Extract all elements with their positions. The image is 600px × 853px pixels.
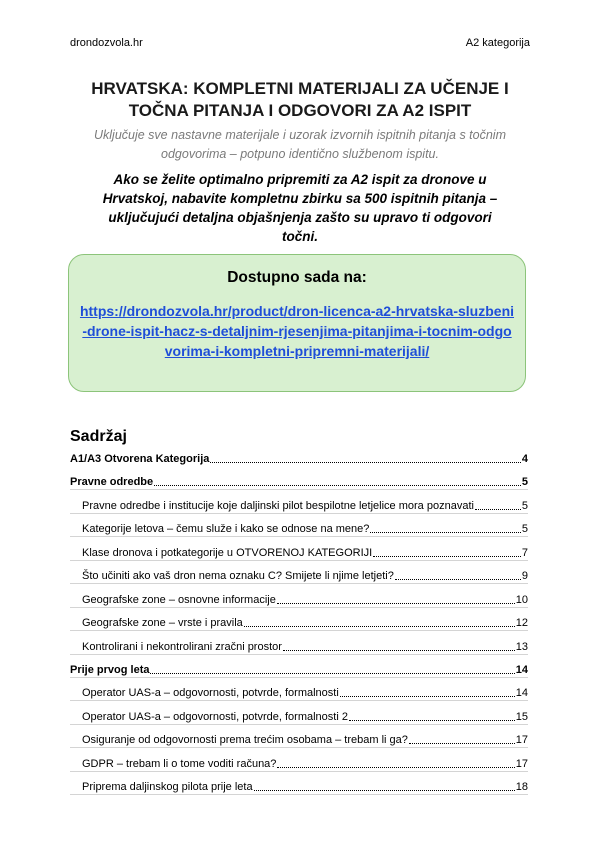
toc-subsection-entry[interactable]	[70, 748, 528, 772]
header-site: drondozvola.hr	[70, 37, 143, 49]
toc-entry-page: 12	[515, 617, 528, 629]
toc-dot-leader	[370, 532, 520, 533]
toc-dot-leader	[150, 673, 514, 674]
callout-line-2: Hrvatskoj, nabavite kompletnu zbirku sa 500 ispitnih pitanja –	[102, 191, 498, 206]
toc-subsection-entry[interactable]	[70, 490, 528, 514]
toc-subsection-entry[interactable]	[70, 631, 528, 655]
toc-dot-leader	[349, 720, 515, 721]
toc-entry-page: 14	[515, 687, 528, 699]
availability-heading: Dostupno sada na:	[227, 269, 367, 286]
toc-entry-title: Priprema daljinskog pilota prije leta	[82, 781, 253, 793]
toc-row-divider	[70, 794, 528, 795]
toc-dot-leader	[409, 743, 515, 744]
toc-subsection-entry[interactable]	[70, 725, 528, 749]
availability-box	[68, 254, 526, 392]
toc-subsection-entry[interactable]	[70, 584, 528, 608]
toc-subsection-entry[interactable]	[70, 608, 528, 632]
subtitle-line-1: Uključuje sve nastavne materijale i uzorak izvornih ispitnih pitanja s točnim	[94, 128, 506, 142]
toc-subsection-entry[interactable]	[70, 514, 528, 538]
toc-entry-page: 18	[515, 781, 528, 793]
header-category: A2 kategorija	[465, 37, 530, 49]
toc-dot-leader	[395, 579, 521, 580]
toc-entry-page: 15	[515, 710, 528, 723]
callout-line-3: uključujući detaljna objašnjenja zašto su upravo ti odgovori	[108, 210, 492, 225]
toc-dot-leader	[210, 462, 521, 463]
toc-entry-title: Pravne odredbe i institucije koje daljinski pilot bespilotne letjelice mora poznavati	[82, 499, 474, 512]
toc-dot-leader	[373, 556, 521, 557]
subtitle-line-2: odgovorima – potpuno identično službenom ispitu.	[161, 147, 439, 161]
toc-entry-title: GDPR – trebam li o tome voditi računa?	[82, 757, 277, 770]
toc-entry-title: Operator UAS-a – odgovornosti, potvrde, formalnosti	[82, 687, 339, 699]
page-header	[70, 37, 530, 49]
toc-entry-title: Operator UAS-a – odgovornosti, potvrde, formalnosti 2	[82, 710, 348, 723]
toc-entry-page: 7	[521, 546, 528, 559]
toc-entry-page: 13	[515, 640, 528, 653]
table-of-contents	[70, 450, 528, 795]
toc-dot-leader	[244, 626, 515, 627]
toc-dot-leader	[340, 696, 515, 697]
toc-entry-page: 17	[515, 734, 528, 746]
toc-subsection-entry[interactable]	[70, 772, 528, 796]
toc-subsection-entry[interactable]	[70, 678, 528, 702]
toc-subsection-entry[interactable]	[70, 701, 528, 725]
toc-section-entry[interactable]	[70, 450, 528, 467]
toc-entry-page: 14	[515, 663, 528, 676]
toc-section-entry[interactable]	[70, 655, 528, 678]
toc-entry-title: Što učiniti ako vaš dron nema oznaku C? Smijete li njime letjeti?	[82, 570, 394, 582]
toc-entry-title: Kategorije letova – čemu služe i kako se odnose na mene?	[82, 523, 370, 535]
toc-entry-title: Osiguranje od odgovornosti prema trećim osobama – trebam li ga?	[82, 734, 408, 746]
toc-entry-title: Klase dronova i potkategorije u OTVORENOJ KATEGORIJI	[82, 546, 373, 559]
toc-entry-title: A1/A3 Otvorena Kategorija	[70, 453, 210, 465]
toc-section-entry[interactable]	[70, 467, 528, 490]
toc-subsection-entry[interactable]	[70, 561, 528, 585]
toc-entry-page: 17	[515, 757, 528, 770]
toc-entry-page: 5	[521, 499, 528, 512]
toc-entry-page: 4	[521, 453, 528, 465]
toc-entry-title: Prije prvog leta	[70, 663, 150, 676]
toc-dot-leader	[154, 485, 521, 486]
toc-subsection-entry[interactable]	[70, 537, 528, 561]
toc-entry-title: Kontrolirani i nekontrolirani zračni prostor	[82, 640, 282, 653]
toc-entry-title: Geografske zone – osnovne informacije	[82, 593, 276, 606]
title-line-2: TOČNA PITANJA I ODGOVORI ZA A2 ISPIT	[128, 101, 472, 120]
toc-dot-leader	[283, 650, 515, 651]
toc-dot-leader	[277, 767, 514, 768]
toc-heading: Sadržaj	[70, 428, 127, 445]
toc-entry-page: 10	[515, 593, 528, 606]
toc-entry-title: Geografske zone – vrste i pravila	[82, 617, 243, 629]
toc-entry-title: Pravne odredbe	[70, 476, 154, 488]
document-title	[60, 78, 540, 122]
toc-entry-page: 5	[521, 476, 528, 488]
toc-dot-leader	[475, 509, 521, 510]
callout-line-1: Ako se želite optimalno pripremiti za A2 ispit za dronove u	[113, 172, 487, 187]
toc-entry-page: 5	[521, 523, 528, 535]
callout-line-4: točni.	[282, 229, 318, 244]
toc-dot-leader	[254, 790, 515, 791]
toc-dot-leader	[277, 603, 515, 604]
product-link[interactable]: https://drondozvola.hr/product/dron-licenca-a2-hrvatska-sluzbeni-drone-ispit-hacz-s-detaljnim-rjesenjima-pitanjima-i-tocnim-odgovorima-i-kompletni-pripremni-materijali/	[79, 303, 515, 359]
callout-text	[70, 170, 530, 246]
toc-entry-page: 9	[521, 570, 528, 582]
title-line-1: HRVATSKA: KOMPLETNI MATERIJALI ZA UČENJE I	[91, 79, 509, 98]
document-subtitle	[60, 126, 540, 164]
